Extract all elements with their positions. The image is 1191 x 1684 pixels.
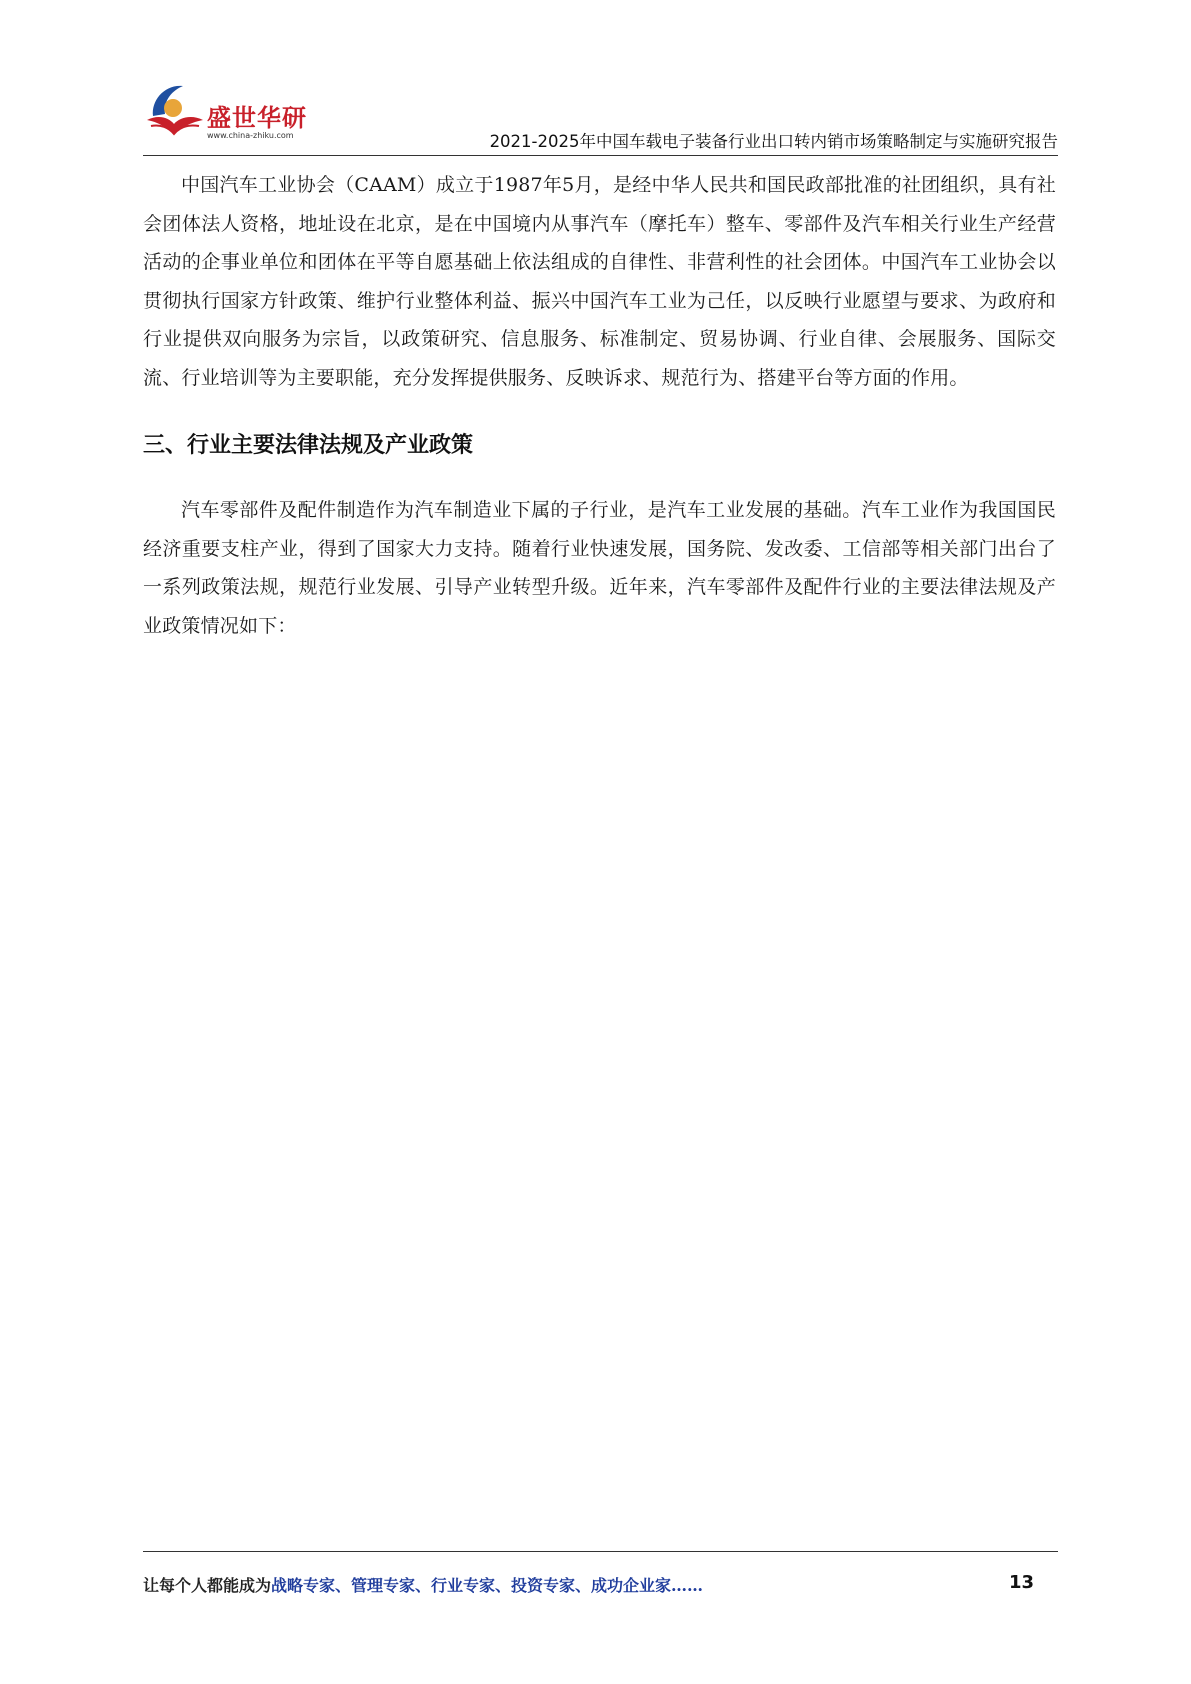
footer-divider xyxy=(143,1551,1058,1552)
section-heading: 三、行业主要法律法规及产业政策 xyxy=(143,433,474,458)
main-content xyxy=(143,166,1056,645)
company-logo xyxy=(143,78,313,146)
header-divider xyxy=(143,155,1058,156)
paragraph-policy-intro: 汽车零部件及配件制造作为汽车制造业下属的子行业，是汽车工业发展的基础。汽车工业作为我国国民经济重要支柱产业，得到了国家大力支持。随着行业快速发展，国务院、发改委、工信部等相关部门出台了一系列政策法规，规范行业发展、引导产业转型升级。近年来，汽车零部件及配件行业的主要法律法规及产业政策情况如下： xyxy=(143,499,1056,637)
footer-slogan xyxy=(143,1573,703,1596)
page-header xyxy=(143,78,1058,158)
footer-slogan-roles: 战略专家、管理专家、行业专家、投资专家、成功企业家…… xyxy=(271,1576,704,1595)
report-title: 2021-2025年中国车载电子装备行业出口转内销市场策略制定与实施研究报告 xyxy=(489,132,1058,151)
logo-url: www.china-zhiku.com xyxy=(207,131,294,140)
page-number: 13 xyxy=(1008,1572,1034,1593)
logo-emblem-icon xyxy=(143,80,205,142)
footer-slogan-lead: 让每个人都能成为 xyxy=(143,1576,272,1595)
paragraph-caam: 中国汽车工业协会（CAAM）成立于1987年5月，是经中华人民共和国民政部批准的社团组织，具有社会团体法人资格，地址设在北京，是在中国境内从事汽车（摩托车）整车、零部件及汽车相关行业生产经营活动的企事业单位和团体在平等自愿基础上依法组成的自律性、非营利性的社会团体。中国汽车工业协会以贯彻执行国家方针政策、维护行业整体利益、振兴中国汽车工业为己任，以反映行业愿望与要求、为政府和行业提供双向服务为宗旨，以政策研究、信息服务、标准制定、贸易协调、行业自律、会展服务、国际交流、行业培训等为主要职能，充分发挥提供服务、反映诉求、规范行为、搭建平台等方面的作用。 xyxy=(143,174,1056,389)
logo-name: 盛世华研 xyxy=(207,104,307,132)
